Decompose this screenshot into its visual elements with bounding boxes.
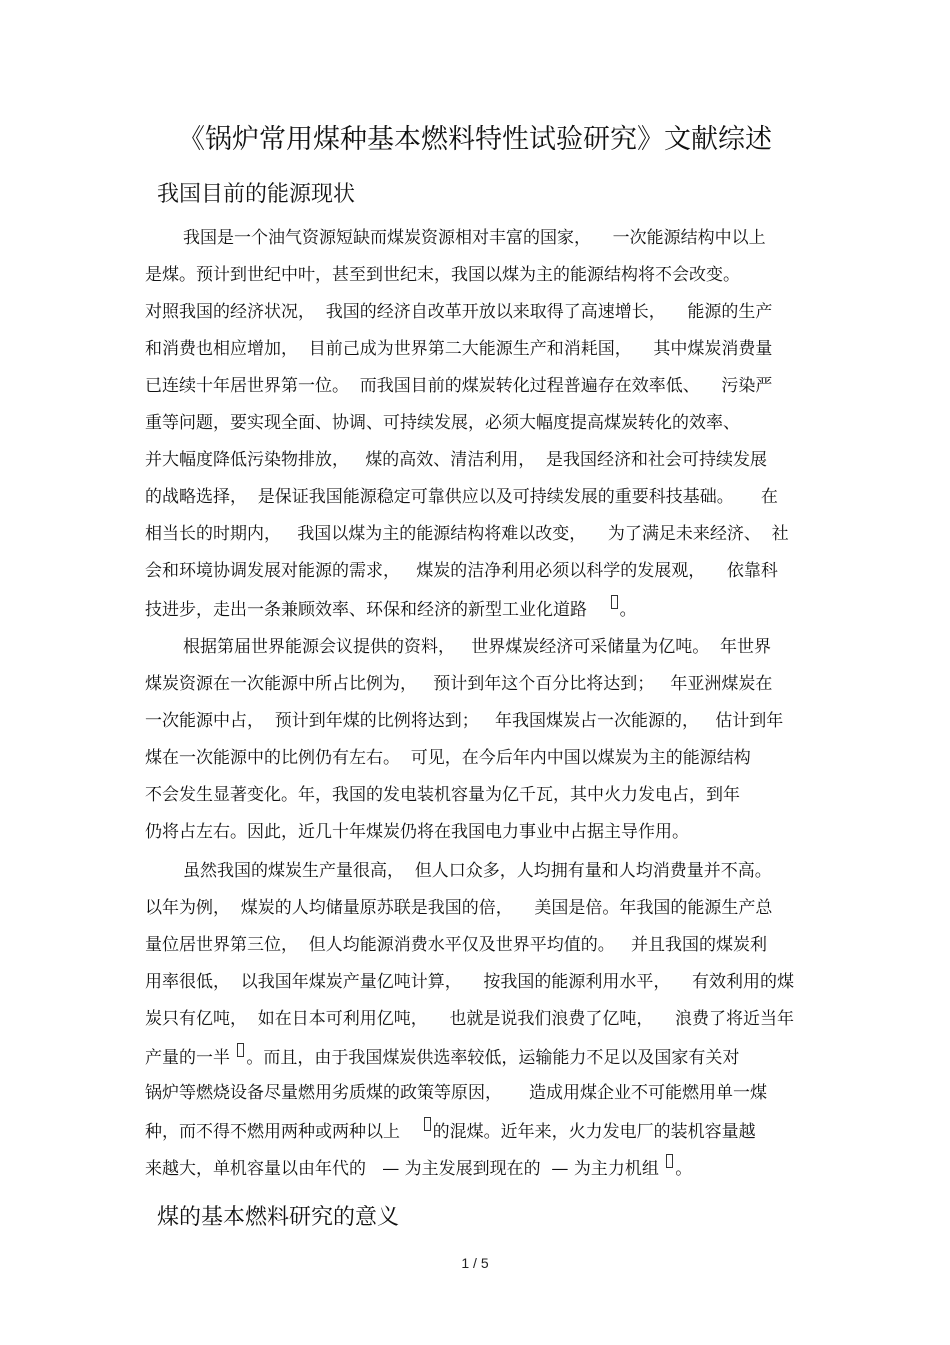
text-line: 是煤。预计到世纪中叶，甚至到世纪末，我国以煤为主的能源结构将不会改变。 xyxy=(145,265,740,285)
text-span: 。而且，由于我国煤炭供选率较低，运输能力不足以及国家有关对 xyxy=(246,1048,740,1068)
text-line: 不会发生显著变化。年，我国的发电装机容量为亿千瓦，其中火力发电占，到年 xyxy=(145,785,740,805)
text-span: 技进步，走出一条兼顾效率、环保和经济的新型工业化道路 xyxy=(145,600,587,620)
text-line: 煤炭资源在一次能源中所占比例为， 预计到年这个百分比将达到； 年亚洲煤炭在 xyxy=(145,674,773,694)
text-line: 量位居世界第三位， 但人均能源消费水平仅及世界平均值的。 并且我国的煤炭利 xyxy=(145,935,768,955)
page-number: 1 / 5 xyxy=(461,1255,489,1271)
text-line: 相当长的时期内， 我国以煤为主的能源结构将难以改变， 为了满足未来经济、 社 xyxy=(145,524,789,544)
document-title: 《锅炉常用煤种基本燃料特性试验研究》文献综述 xyxy=(178,124,772,155)
text-line: 并大幅度降低污染物排放， 煤的高效、清洁利用， 是我国经济和社会可持续发展 xyxy=(145,450,768,470)
text-span: 产量的一半 xyxy=(145,1048,230,1068)
text-line: 煤在一次能源中的比例仍有左右。 可见，在今后年内中国以煤炭为主的能源结构 xyxy=(145,748,751,768)
text-line: 仍将占左右。因此，近几十年煤炭仍将在我国电力事业中占据主导作用。 xyxy=(145,822,689,842)
text-line: 用率很低， 以我国年煤炭产量亿吨计算， 按我国的能源利用水平， 有效利用的煤 xyxy=(145,972,795,992)
text-line: 根据第届世界能源会议提供的资料， 世界煤炭经济可采储量为亿吨。 年世界 xyxy=(183,637,772,657)
citation-marker xyxy=(666,1154,673,1168)
text-line: 炭只有亿吨， 如在日本可利用亿吨， 也就是说我们浪费了亿吨， 浪费了将近当年 xyxy=(145,1009,795,1029)
citation-marker xyxy=(237,1043,244,1057)
text-span: 种，而不得不燃用两种或两种以上 xyxy=(145,1122,400,1142)
text-line: 虽然我国的煤炭生产量很高， 但人口众多，人均拥有量和人均消费量并不高。 xyxy=(183,861,772,881)
citation-marker xyxy=(424,1117,431,1131)
text-line: 一次能源中占， 预计到年煤的比例将达到； 年我国煤炭占一次能源的， 估计到年 xyxy=(145,711,784,731)
text-span: 的混煤。近年来，火力发电厂的装机容量越 xyxy=(432,1122,756,1142)
text-line: 技进步，走出一条兼顾效率、环保和经济的新型工业化道路 。 xyxy=(145,595,637,623)
citation-marker xyxy=(611,595,618,609)
text-line: 已连续十年居世界第一位。 而我国目前的煤炭转化过程普遍存在效率低、 污染严 xyxy=(145,376,773,396)
section-heading-research-significance: 煤的基本燃料研究的意义 xyxy=(157,1205,400,1230)
text-line: 对照我国的经济状况， 我国的经济自改革开放以来取得了高速增长， 能源的生产 xyxy=(145,302,773,322)
text-line: 会和环境协调发展对能源的需求， 煤炭的洁净利用必须以科学的发展观， 依靠科 xyxy=(145,561,778,581)
text-line: 我国是一个油气资源短缺而煤炭资源相对丰富的国家， 一次能源结构中以上 xyxy=(183,228,766,248)
text-line xyxy=(145,1117,756,1145)
text-span: 来越大，单机容量以由年代的 — 为主发展到现在的 — 为主力机组 xyxy=(145,1159,659,1179)
text-line: 锅炉等燃烧设备尽量燃用劣质煤的政策等原因， 造成用煤企业不可能燃用单一煤 xyxy=(145,1083,768,1103)
text-line xyxy=(145,1043,739,1071)
text-line: 以年为例， 煤炭的人均储量原苏联是我国的倍， 美国是倍。年我国的能源生产总 xyxy=(145,898,773,918)
text-line xyxy=(145,1154,692,1182)
text-line: 和消费也相应增加， 目前己成为世界第二大能源生产和消耗国， 其中煤炭消费量 xyxy=(145,339,773,359)
text-line: 重等问题，要实现全面、协调、可持续发展，必须大幅度提高煤炭转化的效率、 xyxy=(145,413,740,433)
section-heading-energy-status: 我国目前的能源现状 xyxy=(157,182,356,207)
text-span: 。 xyxy=(675,1159,693,1179)
text-line: 的战略选择， 是保证我国能源稳定可靠供应以及可持续发展的重要科技基础。 在 xyxy=(145,487,778,507)
